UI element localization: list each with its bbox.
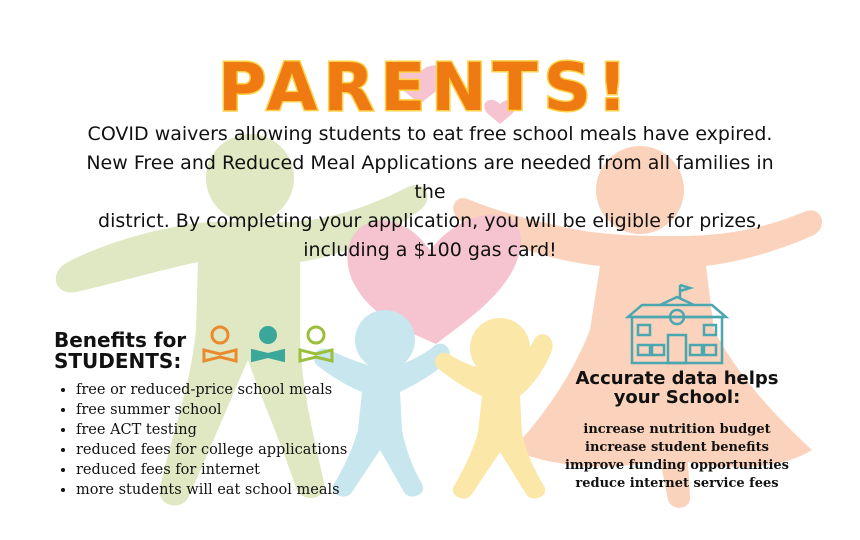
student-benefits-section: [54, 330, 374, 500]
list-item: • free or reduced-price school meals: [76, 380, 374, 400]
student-heading-line-1: Benefits for: [54, 328, 187, 352]
list-item: • free summer school: [76, 400, 374, 420]
school-benefits-section: [552, 283, 802, 493]
intro-paragraph: [70, 120, 790, 265]
intro-line-4: including a $100 gas card!: [303, 239, 557, 261]
student-heading-line-2: STUDENTS:: [54, 349, 182, 373]
list-item: • reduced fees for college applications: [76, 440, 374, 460]
list-item: improve funding opportunities: [565, 458, 789, 473]
list-item: • reduced fees for internet: [76, 460, 374, 480]
list-item: reduce internet service fees: [575, 476, 779, 491]
list-item: • more students will eat school meals: [76, 480, 374, 500]
list-item: • free ACT testing: [76, 420, 374, 440]
intro-line-2: New Free and Reduced Meal Applications are needed from all families in the: [86, 152, 774, 203]
school-benefits-heading: [552, 369, 802, 407]
school-heading-line-1: Accurate data helps: [575, 368, 779, 389]
students-reading-icon: [200, 324, 336, 364]
page-title: [210, 48, 634, 126]
school-heading-line-2: your School:: [613, 387, 741, 408]
list-item: increase student benefits: [585, 440, 769, 455]
intro-line-3: district. By completing your application, you will be eligible for prizes,: [98, 210, 762, 232]
page-title-text: PARENTS!: [218, 49, 634, 126]
intro-line-1: COVID waivers allowing students to eat free school meals have expired.: [87, 123, 773, 145]
student-benefits-list: [54, 380, 374, 500]
school-benefits-list: [552, 421, 802, 493]
school-building-icon: [622, 283, 732, 367]
yellow-child-figure: [435, 318, 553, 499]
list-item: increase nutrition budget: [583, 422, 771, 437]
